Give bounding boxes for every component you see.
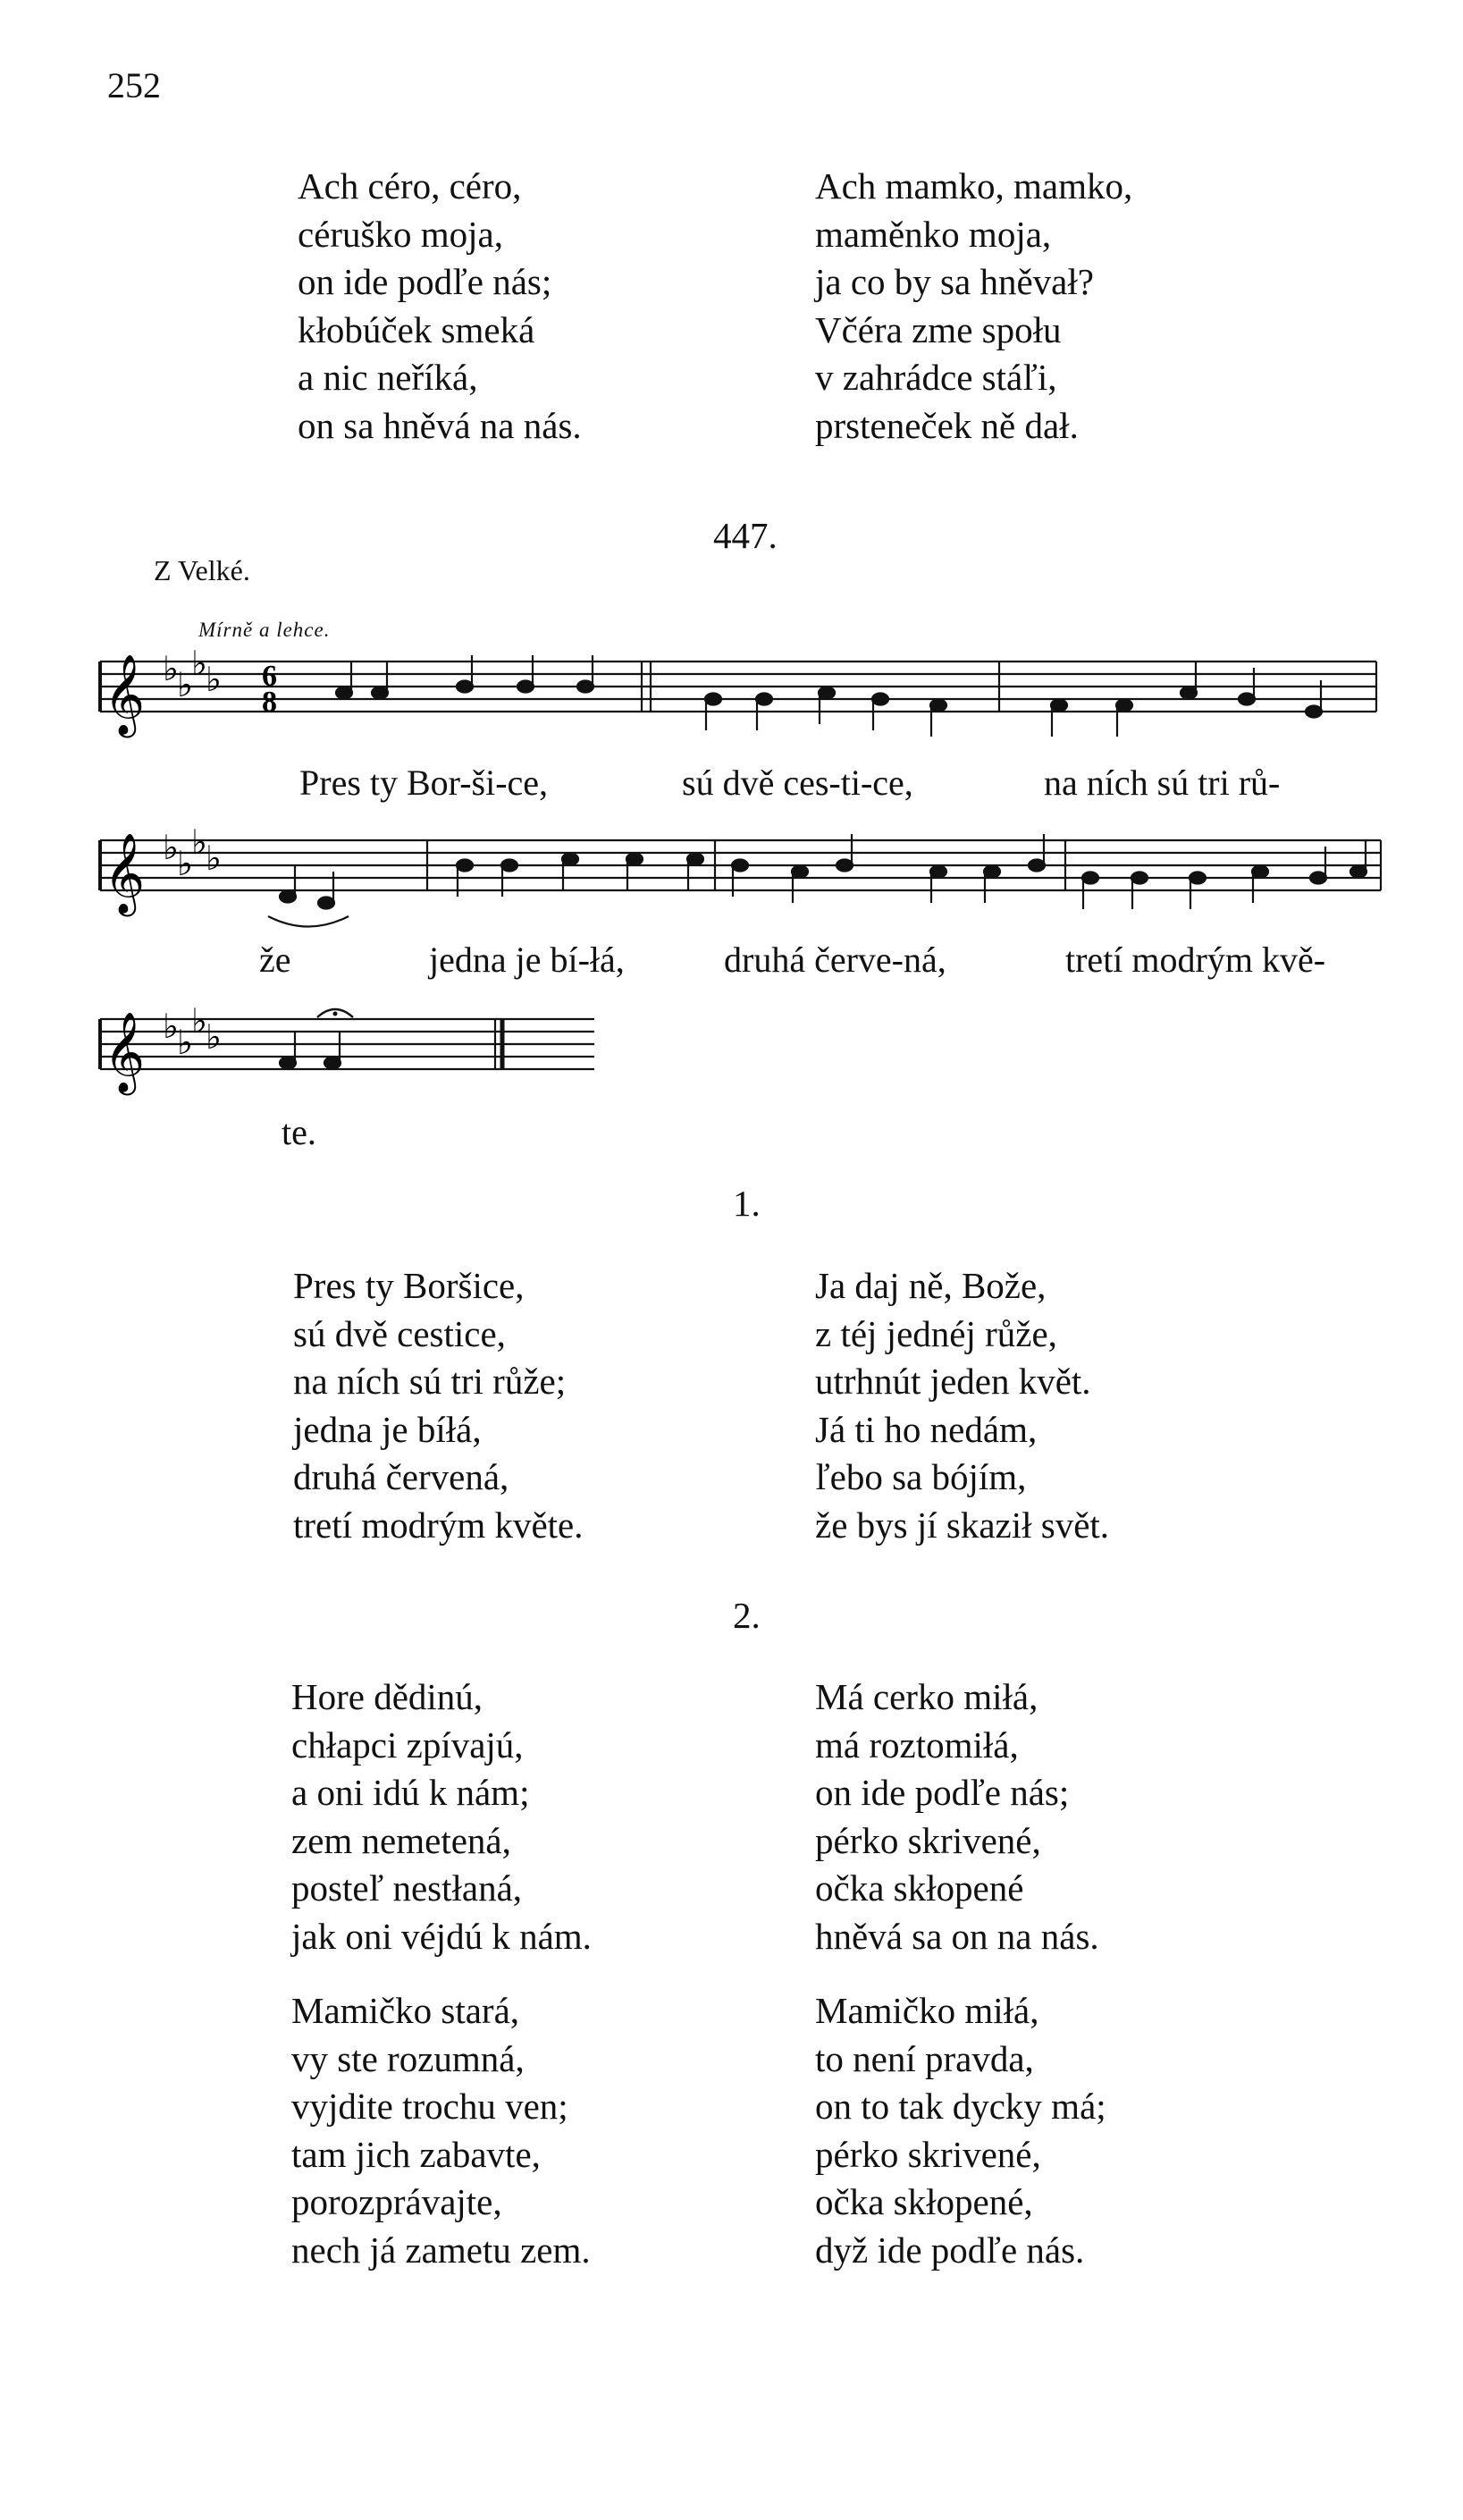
lyric-syllables: jedna je bí-łá, xyxy=(429,940,625,980)
verse-line: posteľ nestłaná, xyxy=(291,1867,523,1909)
lyric-syllables: že xyxy=(259,940,291,980)
verse-line: Ach mamko, mamko, xyxy=(815,165,1133,206)
time-sig-top: 6 xyxy=(262,660,277,693)
verse-line: to není pravda, xyxy=(815,2037,1034,2079)
verse-line: hněvá sa on na nás. xyxy=(815,1915,1099,1957)
note-head xyxy=(732,860,748,872)
music-staff-1 xyxy=(0,645,1463,764)
note-head xyxy=(280,1058,296,1069)
note-head xyxy=(1116,700,1132,712)
verse-line: chłapci zpívajú, xyxy=(291,1724,524,1766)
verse-line: on sa hněvá na nás. xyxy=(298,404,582,446)
section2-stanza-left-b xyxy=(291,1987,591,2274)
verse-line: očka skłopené xyxy=(815,1867,1024,1909)
flat-icon: ♭ xyxy=(206,840,222,878)
lyric-syllables: tretí modrým kvě- xyxy=(1065,940,1326,980)
verse-line: on to tak dycky má; xyxy=(815,2086,1106,2127)
flat-icon: ♭ xyxy=(191,645,207,683)
flat-icon: ♭ xyxy=(177,846,193,883)
verse-line: má roztomiłá, xyxy=(815,1724,1019,1766)
section1-stanza-left xyxy=(293,1262,584,1549)
flat-icon: ♭ xyxy=(206,1019,222,1057)
note-head xyxy=(837,860,853,872)
note-head xyxy=(1190,872,1206,884)
verse-line: nech já zametu zem. xyxy=(291,2229,591,2271)
note-head xyxy=(1029,860,1045,872)
section2-stanza-right-a xyxy=(815,1673,1099,1960)
verse-line: utrhnút jeden květ. xyxy=(815,1361,1091,1402)
verse-line: Má cerko miłá, xyxy=(815,1676,1038,1717)
verse-line: ja co by sa hněvał? xyxy=(815,261,1094,302)
note-head xyxy=(705,694,721,705)
note-head xyxy=(517,681,534,693)
verse-line: vy ste rozumná, xyxy=(291,2037,525,2079)
music-staff-2 xyxy=(0,822,1463,939)
flat-icon: ♭ xyxy=(163,1008,179,1046)
verse-line: kłobúček smeká xyxy=(298,308,535,350)
note-head xyxy=(577,681,593,693)
lyric-syllables: te. xyxy=(282,1112,316,1152)
verse-line: dyž ide podľe nás. xyxy=(815,2229,1085,2271)
note-head xyxy=(872,694,888,705)
flat-icon: ♭ xyxy=(177,1024,193,1062)
song-number: 447. xyxy=(713,515,778,556)
song-origin: Z Velké. xyxy=(154,554,250,586)
verse-line: Pres ty Boršice, xyxy=(293,1265,525,1306)
verse-line: na ních sú tri růže; xyxy=(293,1361,567,1402)
verse-line: prsteneček ně dał. xyxy=(815,404,1079,446)
verse-line: Mamičko miłá, xyxy=(815,1990,1039,2031)
note-head xyxy=(372,687,388,699)
verse-line: druhá červená, xyxy=(293,1456,509,1497)
section2-stanza-right-b xyxy=(815,1987,1106,2274)
section1-stanza-right xyxy=(815,1262,1109,1549)
verse-line: že bys jí skaził svět. xyxy=(815,1504,1110,1546)
note-head xyxy=(930,866,946,878)
verse-line: zem nemetená, xyxy=(291,1819,511,1861)
note-head xyxy=(756,694,772,705)
top-stanza-left xyxy=(298,163,582,450)
note-head xyxy=(930,700,946,712)
note-head xyxy=(984,866,1000,878)
note-head xyxy=(819,687,835,699)
verse-line: pérko skrivené, xyxy=(815,2133,1041,2175)
note-head xyxy=(792,866,808,878)
top-stanza-right xyxy=(815,163,1132,450)
verse-line: tam jich zabavte, xyxy=(291,2133,541,2175)
verse-line: Ja daj ně, Bože, xyxy=(815,1265,1047,1306)
treble-clef-icon: 𝄞 xyxy=(104,654,146,735)
time-sig-bottom: 8 xyxy=(262,686,277,719)
verse-line: porozprávajte, xyxy=(291,2181,502,2222)
tempo-marking: Mírně a lehce. xyxy=(198,619,331,641)
note-head xyxy=(1082,872,1098,884)
slur-icon xyxy=(268,916,349,927)
flat-icon: ♭ xyxy=(163,651,179,688)
note-head xyxy=(1239,694,1255,705)
verse-number: 2. xyxy=(733,1595,761,1636)
flat-icon: ♭ xyxy=(163,830,179,867)
verse-line: vyjdite trochu ven; xyxy=(291,2086,568,2127)
note-head xyxy=(501,860,517,872)
note-head xyxy=(1306,706,1322,718)
verse-line: Ach céro, céro, xyxy=(298,165,522,206)
flat-icon: ♭ xyxy=(191,824,207,862)
verse-line: a oni idú k nám; xyxy=(291,1772,530,1813)
verse-line: z téj jednéj růže, xyxy=(815,1312,1057,1354)
verse-line: céruško moja, xyxy=(298,213,503,255)
verse-line: Včéra zme społu xyxy=(815,308,1062,350)
verse-line: a nic neříká, xyxy=(298,357,478,398)
verse-line: očka skłopené, xyxy=(815,2181,1033,2222)
note-head xyxy=(1131,872,1148,884)
music-staff-3 xyxy=(0,1001,1463,1117)
flat-icon: ♭ xyxy=(177,667,193,704)
verse-line: maměnko moja, xyxy=(815,213,1052,255)
note-head xyxy=(280,891,296,903)
note-head xyxy=(1181,687,1197,699)
note-head xyxy=(324,1058,341,1069)
treble-clef-icon: 𝄞 xyxy=(104,833,146,914)
verse-line: Já ti ho nedám, xyxy=(815,1408,1038,1450)
page-number: 252 xyxy=(107,65,161,105)
verse-line: jak oni véjdú k nám. xyxy=(291,1915,592,1957)
verse-line: tretí modrým květe. xyxy=(293,1504,584,1546)
verse-line: pérko skrivené, xyxy=(815,1819,1041,1861)
flat-icon: ♭ xyxy=(191,1003,207,1041)
section2-stanza-left-a xyxy=(291,1673,592,1960)
note-head xyxy=(457,860,473,872)
verse-line: Hore dědinú, xyxy=(291,1676,483,1717)
note-head xyxy=(1252,866,1268,878)
lyric-syllables: na ních sú tri rů- xyxy=(1044,763,1281,803)
note-head xyxy=(318,898,334,909)
note-head xyxy=(457,681,473,693)
note-head xyxy=(626,854,643,865)
verse-line: ľebo sa bójím, xyxy=(815,1456,1027,1497)
lyric-syllables: Pres ty Bor-ši-ce, xyxy=(299,763,549,803)
verse-number: 1. xyxy=(733,1183,761,1224)
verse-line: jedna je bíłá, xyxy=(293,1408,482,1450)
note-head xyxy=(1051,700,1067,712)
note-head xyxy=(562,854,578,865)
lyric-syllables: druhá červe-ná, xyxy=(724,940,946,980)
verse-line: sú dvě cestice, xyxy=(293,1312,506,1354)
verse-line: on ide podľe nás; xyxy=(815,1772,1070,1813)
verse-line: on ide podľe nás; xyxy=(298,261,552,302)
lyric-syllables: sú dvě ces-ti-ce, xyxy=(682,763,913,803)
verse-line: v zahrádce stáľi, xyxy=(815,357,1057,398)
flat-icon: ♭ xyxy=(206,662,222,699)
fermata-dot-icon xyxy=(333,1012,338,1016)
note-head xyxy=(687,854,703,865)
treble-clef-icon: 𝄞 xyxy=(104,1012,146,1092)
note-head xyxy=(1310,872,1326,884)
note-head xyxy=(336,687,352,699)
note-head xyxy=(1350,866,1366,878)
verse-line: Mamičko stará, xyxy=(291,1990,520,2031)
